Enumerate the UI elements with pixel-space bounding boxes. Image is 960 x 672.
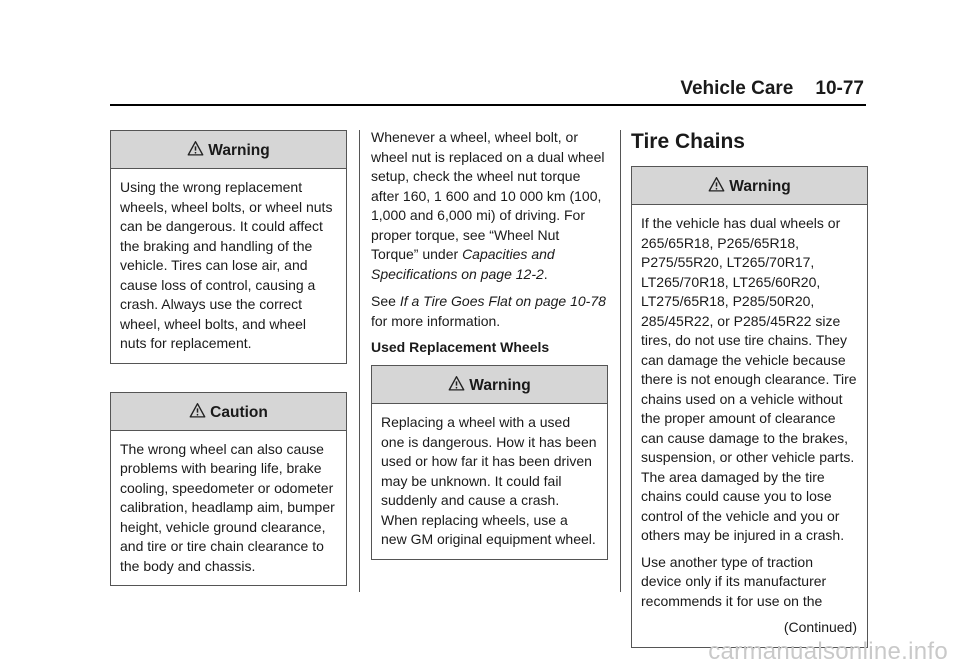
warning-box: [110, 130, 347, 364]
page-header: [680, 78, 864, 100]
warning-header: [111, 131, 346, 169]
warning-title: Warning: [729, 178, 791, 195]
column-3: [631, 130, 868, 648]
warning-text: Using the wrong replacement wheels, wheel bolts, or wheel nuts can be dangerous. It could affect the braking and handling of the vehicle. Tires can lose air, and cause loss of control, causing a crash. Always use the correct wheel, wheel bolts, and wheel nuts for replacement.: [120, 179, 333, 351]
warning-body: [111, 169, 346, 363]
column-2: [371, 128, 608, 588]
warning-title: Warning: [469, 377, 531, 394]
wheel-nut-torque-paragraph: [371, 128, 608, 284]
column-divider-1: [359, 130, 360, 592]
paragraph-text-end: .: [543, 265, 548, 282]
caution-body: [111, 431, 346, 586]
section-heading: Tire Chains: [631, 130, 745, 153]
paragraph-text: Whenever a wheel, wheel bolt, or wheel nut is replaced on a dual wheel setup, check the wheel nut torque after 160, 1 600 and 10 000 km (100, 1,000 and 6,000 mi) of driving. For proper torque, see “Wheel Nut Torque” under: [371, 129, 605, 262]
warning-body: [632, 205, 867, 647]
warning-triangle-icon: [448, 375, 465, 392]
warning-title: Warning: [208, 142, 270, 159]
warning-text-continued: Use another type of traction device only if its manufacturer recommends it for use on the: [641, 553, 827, 609]
warning-text: Replacing a wheel with a used one is dangerous. How it has been used or how far it has been driven may be unknown. It could fail suddenly and cause a crash. When replacing wheels, use a new GM original equipment wheel.: [381, 414, 597, 547]
warning-header: [372, 366, 607, 404]
subheading: Used Replacement Wheels: [371, 339, 550, 355]
warning-box: [631, 166, 868, 648]
warning-box: [371, 365, 608, 560]
caution-header: [111, 393, 346, 431]
column-divider-2: [620, 130, 621, 592]
header-rule: [110, 104, 866, 106]
section-title: Vehicle Care: [680, 78, 794, 99]
flat-tire-paragraph: [371, 292, 608, 331]
caution-text: The wrong wheel can also cause problems with bearing life, brake cooling, speedometer or odometer calibration, headlamp aim, bumper height, vehicle ground clearance, and tire or tire chain clearance to the body and chassis.: [120, 440, 335, 574]
page-number: 10-77: [815, 78, 864, 99]
warning-triangle-icon: [189, 402, 206, 419]
capacities-reference-link[interactable]: Capacities and Specifications on page 12-2: [371, 246, 555, 282]
warning-body: [372, 404, 607, 559]
warning-text: If the vehicle has dual wheels or 265/65R18, P265/65R18, P275/55R20, LT265/70R17, LT265/70R18, LT265/60R20, LT275/65R18, P285/50R20, 285/45R22, or P285/45R22 size tires, do not use tire chains. They can damage the vehicle because there is not enough clearance. Tire chains used on a vehicle without the proper amount of clearance can cause damage to the brakes, suspension, or other vehicle parts. The area damaged by the tire chains could cause you to lose control of the vehicle and you or others may be injured in a crash.: [641, 215, 857, 543]
column-1: [110, 130, 347, 614]
warning-triangle-icon: [708, 176, 725, 193]
continued-label: (Continued): [783, 619, 857, 635]
flat-tire-reference-link[interactable]: If a Tire Goes Flat on page 10-78: [399, 293, 606, 309]
warning-header: [632, 167, 867, 205]
warning-triangle-icon: [187, 140, 204, 157]
see-text: See: [371, 293, 400, 309]
more-info-text: for more information.: [371, 312, 501, 329]
watermark: carmanualsonline.info: [708, 638, 948, 665]
caution-box: [110, 392, 347, 587]
caution-title: Caution: [210, 403, 268, 421]
